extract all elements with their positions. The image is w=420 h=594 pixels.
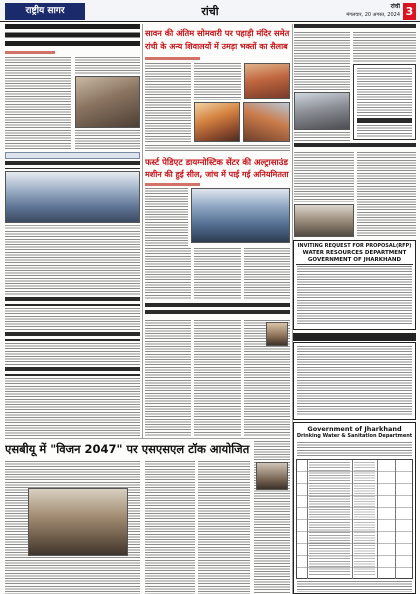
notice-box — [353, 64, 416, 140]
table-column-rule — [352, 460, 353, 579]
left-story3-headline — [5, 297, 140, 306]
article-text-block — [5, 308, 140, 330]
photo-headshot — [266, 322, 288, 346]
left-story-byline — [5, 51, 55, 54]
table-column-rule — [307, 460, 308, 579]
article-text-block — [145, 145, 290, 153]
article-text-block — [198, 461, 250, 594]
masthead-name: राष्ट्रीय सागर — [25, 6, 65, 16]
rfp-advertisement — [293, 240, 416, 330]
table-column-rule — [395, 460, 396, 579]
article-text-block — [294, 32, 350, 90]
column-rule — [292, 24, 293, 594]
tender-notice-advertisement — [293, 342, 416, 420]
table-cell-text — [309, 462, 350, 576]
diagnostic-story-headline — [145, 157, 290, 181]
left-story-headline — [5, 24, 140, 49]
article-text-block — [353, 32, 416, 62]
middle-story3-headline — [145, 303, 290, 317]
article-text-block — [244, 248, 290, 300]
article-text-block — [145, 63, 191, 143]
section-rule — [5, 438, 290, 439]
photo-temple-devotees — [244, 63, 290, 99]
rfp-ad-line-2: WATER RESOURCES DEPARTMENT — [302, 250, 407, 256]
tender-notice-text — [297, 346, 412, 416]
sbu-story-headline-text: एसबीयू में "विजन 2047" पर एसएसएल टॉक आयोजित — [5, 442, 250, 456]
ad-divider — [296, 264, 413, 265]
lead-story-headline — [145, 26, 290, 54]
photo-caption — [5, 225, 140, 229]
left-story4-headline — [5, 332, 140, 341]
lead-headline-line-1: सावन की अंतिम सोमवारी पर पहाड़ी मंदिर समेत — [145, 28, 290, 38]
diagnostic-headline-line-2: मशीन की हुई सील, जांच में पाई गई अनियमितता — [145, 170, 289, 179]
page-number-badge: 3 — [403, 3, 416, 20]
photo-temple-crowd — [194, 102, 240, 142]
lead-story-byline — [145, 57, 200, 60]
sbu-story-headline — [5, 441, 250, 458]
article-text-block — [294, 132, 350, 141]
column-rule — [142, 24, 143, 438]
photo-headshot — [256, 462, 288, 490]
dws-ad-footer-text — [297, 581, 412, 592]
article-text-block — [194, 320, 241, 436]
table-cell-text — [354, 462, 375, 576]
section-label-box — [5, 152, 140, 159]
article-text-block — [75, 57, 140, 74]
dws-ad-line-2: Drinking Water & Sanitation Department — [296, 433, 413, 439]
photo-group — [5, 171, 140, 223]
edition-city-title: रांची — [201, 5, 219, 18]
lead-headline-line-2: रांची के अन्य शिवालयों में उमड़ा भक्तों का सैलाब — [145, 42, 288, 51]
rfp-ad-text — [297, 266, 412, 326]
dws-advertisement — [293, 422, 416, 594]
notice-header-bar — [357, 118, 412, 123]
photo-group — [294, 204, 354, 237]
dws-ad-text — [297, 442, 412, 456]
article-text-block — [145, 248, 191, 300]
notice-text — [357, 68, 412, 116]
article-text-block — [5, 378, 140, 436]
photo-shiva-temple — [243, 102, 290, 142]
masthead-logo — [5, 3, 85, 20]
article-text-block — [357, 152, 416, 237]
rfp-ad-line-3: GOVERNMENT OF JHARKHAND — [307, 256, 402, 263]
notice-text — [357, 125, 412, 138]
table-column-rule — [377, 460, 378, 579]
photo-diagnostic-centre — [191, 188, 290, 243]
article-text-block — [5, 343, 140, 365]
article-text-block — [194, 248, 241, 300]
rfp-ad-line-1: INVITING REQUEST FOR PROPOSAL(RFP) — [297, 243, 412, 249]
article-text-block — [194, 63, 241, 100]
page-header — [0, 0, 420, 22]
left-story5-headline — [5, 367, 140, 376]
article-text-block — [75, 130, 140, 150]
right-story2-headline — [294, 143, 416, 150]
article-text-block — [5, 231, 140, 295]
photo-event-stage — [28, 488, 128, 556]
article-text-block — [145, 320, 191, 436]
tender-notice-header-bar — [293, 333, 416, 341]
dws-ad-table — [296, 459, 413, 579]
article-text-block — [294, 152, 354, 202]
article-text-block — [145, 461, 195, 594]
dws-ad-line-1: Government of Jharkhand — [307, 425, 402, 433]
photo-person — [294, 92, 350, 130]
diagnostic-story-byline — [145, 183, 200, 186]
article-text-block — [145, 188, 188, 246]
dateline-city: रांची — [390, 3, 400, 10]
article-text-block — [5, 57, 71, 150]
right-story-headline — [294, 24, 416, 30]
left-story2-headline — [5, 161, 140, 169]
dateline-date: मंगलवार, 20 अगस्त, 2024 — [346, 12, 400, 18]
diagnostic-headline-line-1: फर्स्ट पेडिएट डायग्नोस्टिक सेंटर की अल्ट्रासाउंड — [145, 158, 288, 168]
photo-person — [75, 76, 140, 128]
dateline — [318, 3, 400, 20]
